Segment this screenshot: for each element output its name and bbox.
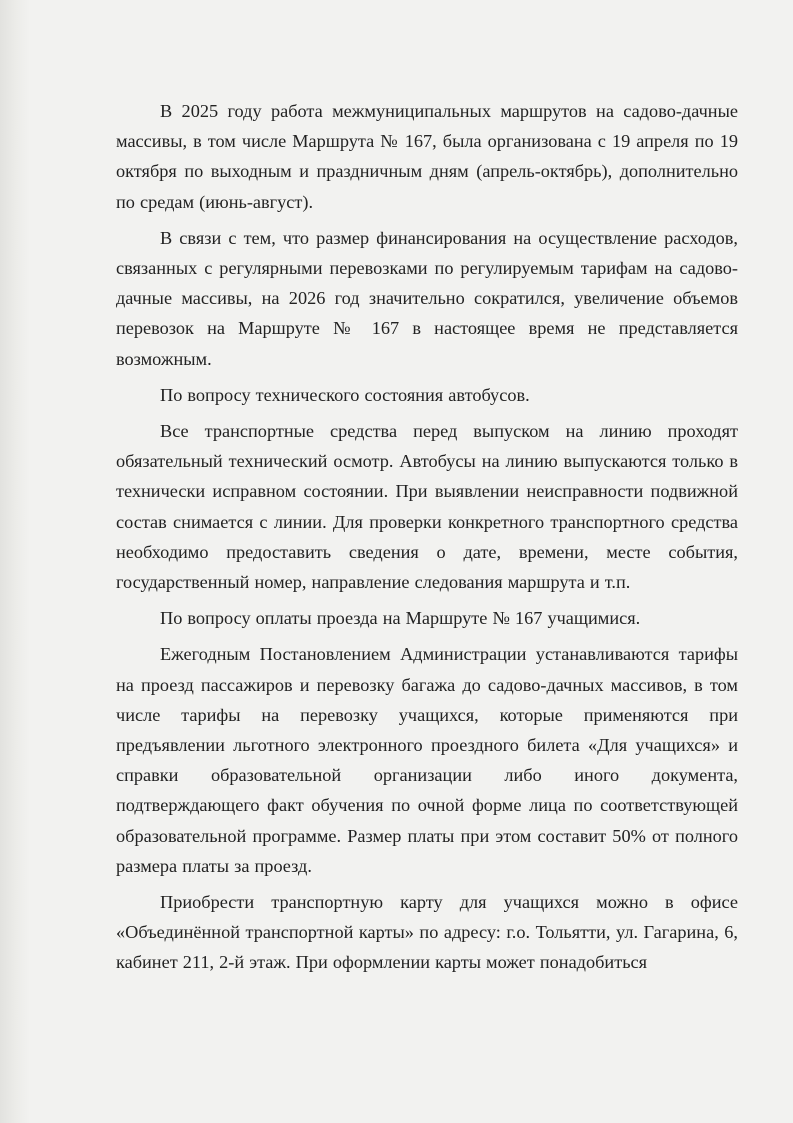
paragraph-technical-inspection: Все транспортные средства перед выпуском на линию проходят обязательный технический осмотр. Автобусы на линию выпускаются только в технически исправном состоянии. При выявлении неисправности подвижной состав снимается с линии. Для проверки конкретного транспортного средства необходимо предоставить сведения о дате, времени, месте события, государственный номер, направление следования маршрута и т.п. [116, 421, 738, 593]
paragraph-technical-heading: По вопросу технического состояния автобусов. [160, 384, 530, 405]
paragraph-financing: В связи с тем, что размер финансирования на осуществление расходов, связанных с регулярными перевозками по регулируемым тарифам на садово-дачные массивы, на 2026 год значительно сократился, увеличение объемов перевозок на Маршруте № 167 в настоящее время не представляется возможным. [116, 227, 738, 369]
paragraph-transport-card: Приобрести транспортную карту для учащихся можно в офисе «Объединённой транспортной карты» по адресу: г.о. Тольятти, ул. Гагарина, 6, кабинет 211, 2-й этаж. При оформлении карты может понадобиться [116, 892, 738, 973]
paragraph-route-schedule: В 2025 году работа межмуниципальных маршрутов на садово-дачные массивы, в том числе Маршрута № 167, была организована с 19 апреля по 19 октября по выходным и праздничным дням (апрель-октябрь), дополнительно по средам (июнь-август). [116, 101, 738, 212]
paragraph-student-tariffs: Ежегодным Постановлением Администрации устанавливаются тарифы на проезд пассажиров и перевозку багажа до садово-дачных массивов, в том числе тарифы на перевозку учащихся, которые применяются при предъявлении льготного электронного проездного билета «Для учащихся» и справки образовательной организации либо иного документа, подтверждающего факт обучения по очной форме лица по соответствующей образовательной программе. Размер платы при этом составит 50% от полного размера платы за проезд. [116, 644, 738, 876]
scan-shadow-edge [0, 0, 30, 1123]
document-body [116, 96, 738, 978]
paragraph-fare-heading: По вопросу оплаты проезда на Маршруте № 167 учащимися. [160, 608, 641, 629]
